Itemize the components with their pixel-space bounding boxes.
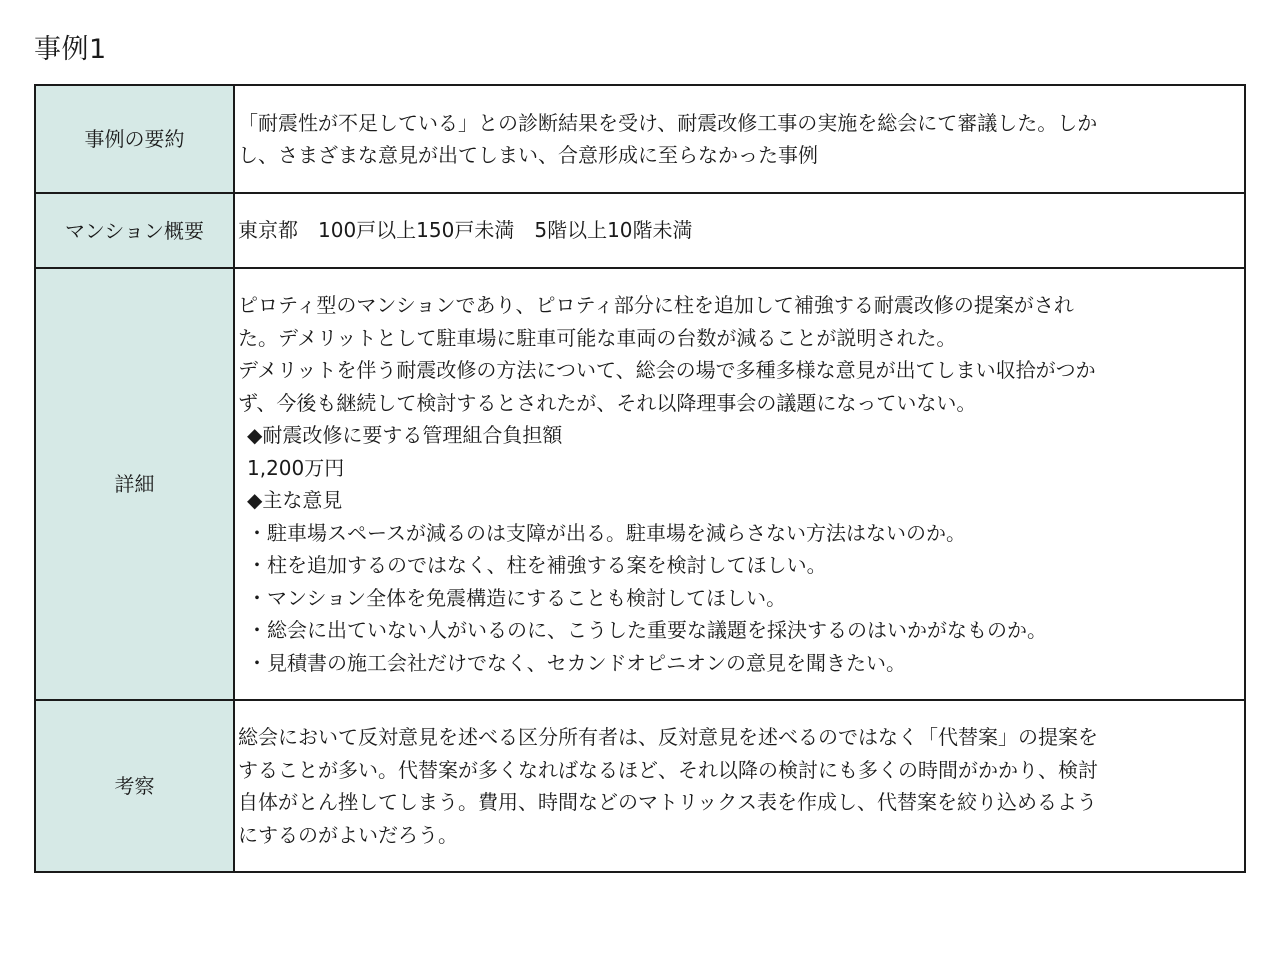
detail-line: た。デメリットとして駐車場に駐車可能な車両の台数が減ることが説明された。 [238,325,957,350]
consideration-line: にするのがよいだろう。 [238,822,458,847]
consideration-line: 自体がとん挫してしまう。費用、時間などのマトリックス表を作成し、代替案を絞り込めるよう [238,790,1097,814]
opinion-item: ・柱を追加するのではなく、柱を補強する案を検討してほしい。 [247,553,827,577]
opinion-item: ・総会に出ていない人がいるのに、こうした重要な議題を採決するのはいかがなものか。 [247,618,1047,642]
consideration-line: することが多い。代替案が多くなればなるほど、それ以降の検討にも多くの時間がかかり、検討 [238,757,1098,782]
table-row-consideration [35,700,1245,872]
opinions-heading: ◆主な意見 [247,488,343,512]
cost-heading: ◆耐震改修に要する管理組合負担額 [247,423,563,447]
opinion-item: ・駐車場スペースが減るのは支障が出る。駐車場を減らさない方法はないのか。 [247,520,966,545]
cost-value: 1,200万円 [247,455,345,480]
overview-content [234,193,1245,268]
summary-content [234,85,1245,193]
table-row-summary [35,85,1245,193]
case-table [34,84,1246,873]
summary-label: 事例の要約 [35,85,234,193]
detail-line: ず、今後も継続して検討するとされたが、それ以降理事会の議題になっていない。 [238,390,977,415]
consideration-label: 考察 [35,700,234,872]
opinion-item: ・見積書の施工会社だけでなく、セカンドオピニオンの意見を聞きたい。 [247,650,906,675]
overview-label: マンション概要 [35,193,234,268]
overview-text: 東京都 100戸以上150戸未満 5階以上10階未満 [238,218,693,243]
table-row-overview [35,193,1245,268]
table-row-detail [35,268,1245,700]
page-title: 事例1 [34,34,107,65]
summary-line: し、さまざまな意見が出てしまい、合意形成に至らなかった事例 [238,143,818,167]
detail-line: デメリットを伴う耐震改修の方法について、総会の場で多種多様な意見が出てしまい収拾がつか [238,358,1096,382]
opinion-item: ・マンション全体を免震構造にすることも検討してほしい。 [247,585,787,610]
detail-label: 詳細 [35,268,234,700]
consideration-line: 総会において反対意見を述べる区分所有者は、反対意見を述べるのではなく「代替案」の提案を [238,725,1098,749]
detail-content [234,268,1245,700]
consideration-content [234,700,1245,872]
detail-line: ピロティ型のマンションであり、ピロティ部分に柱を追加して補強する耐震改修の提案がされ [238,293,1074,317]
summary-line: 「耐震性が不足している」との診断結果を受け、耐震改修工事の実施を総会にて審議した。しか [238,110,1098,135]
